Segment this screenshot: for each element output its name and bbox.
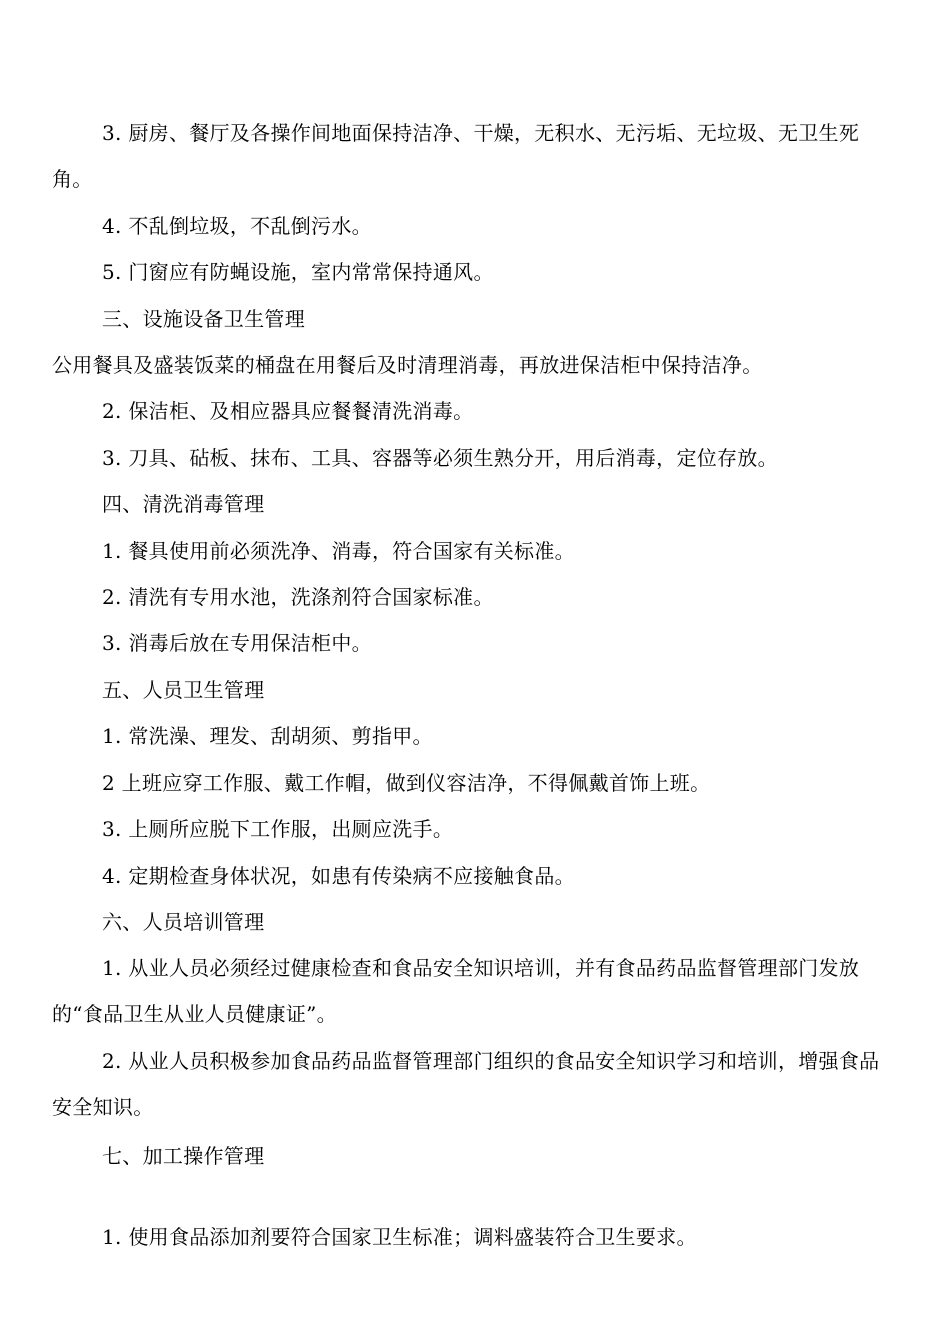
paragraph-3-floor-hygiene: 3. 厨房、餐厅及各操作间地面保持洁净、干燥，无积水、无污垢、无垃圾、无卫生死角。 xyxy=(52,121,860,191)
section-heading-7: 七、加工操作管理 xyxy=(102,1144,265,1168)
paragraph-cabinet-disinfection: 2. 保洁柜、及相应器具应餐餐清洗消毒。 xyxy=(102,399,474,423)
paragraph-personal-grooming: 1. 常洗澡、理发、刮胡须、剪指甲。 xyxy=(102,724,433,748)
paragraph-tools-separation: 3. 刀具、砧板、抹布、工具、容器等必须生熟分开，用后消毒，定位存放。 xyxy=(102,446,778,470)
paragraph-storage-after-disinfection: 3. 消毒后放在专用保洁柜中。 xyxy=(102,631,372,655)
paragraph-4-no-dumping: 4. 不乱倒垃圾，不乱倒污水。 xyxy=(102,214,372,238)
paragraph-tableware-cleaning: 公用餐具及盛装饭菜的桶盘在用餐后及时清理消毒，再放进保洁柜中保持洁净。 xyxy=(52,353,763,377)
paragraph-health-certificate: 1. 从业人员必须经过健康检查和食品安全知识培训，并有食品药品监督管理部门发放的“食品卫生从业人员健康证”。 xyxy=(52,956,860,1026)
paragraph-tableware-standard: 1. 餐具使用前必须洗净、消毒，符合国家有关标准。 xyxy=(102,539,575,563)
paragraph-toilet-rules: 3. 上厕所应脱下工作服，出厕应洗手。 xyxy=(102,817,454,841)
section-heading-4: 四、清洗消毒管理 xyxy=(102,492,265,516)
section-heading-3: 三、设施设备卫生管理 xyxy=(102,307,305,331)
section-heading-5: 五、人员卫生管理 xyxy=(102,678,265,702)
paragraph-food-additives: 1. 使用食品添加剂要符合国家卫生标准；调料盛装符合卫生要求。 xyxy=(102,1225,697,1249)
paragraph-5-fly-prevention: 5. 门窗应有防蝇设施，室内常常保持通风。 xyxy=(102,260,494,284)
paragraph-sink-detergent: 2. 清洗有专用水池，洗涤剂符合国家标准。 xyxy=(102,585,494,609)
paragraph-work-uniform: 2 上班应穿工作服、戴工作帽，做到仪容洁净，不得佩戴首饰上班。 xyxy=(102,771,711,795)
section-heading-6: 六、人员培训管理 xyxy=(102,910,265,934)
paragraph-safety-training: 2. 从业人员积极参加食品药品监督管理部门组织的食品安全知识学习和培训，增强食品安全知识。 xyxy=(52,1049,880,1119)
paragraph-health-check: 4. 定期检查身体状况，如患有传染病不应接触食品。 xyxy=(102,864,575,888)
